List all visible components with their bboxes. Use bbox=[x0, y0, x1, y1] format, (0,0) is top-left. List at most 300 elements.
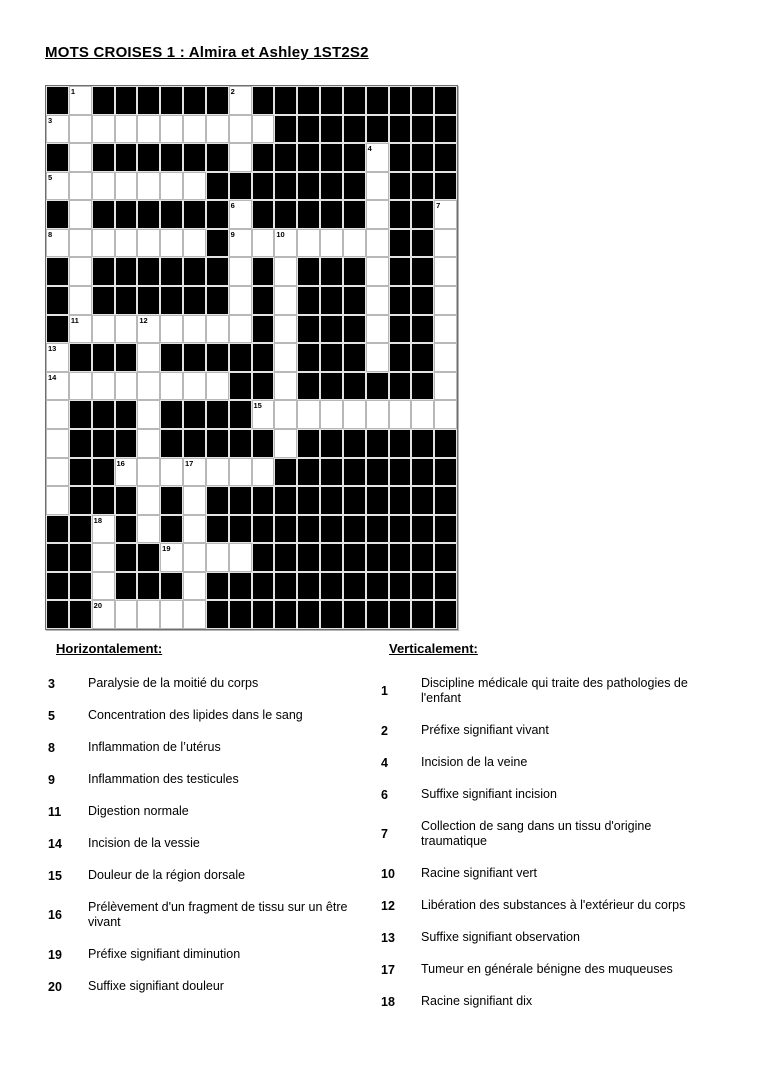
black-cell bbox=[411, 257, 434, 286]
answer-cell[interactable] bbox=[115, 315, 138, 344]
black-cell bbox=[297, 600, 320, 629]
black-cell bbox=[69, 572, 92, 601]
cell-number: 6 bbox=[230, 201, 235, 211]
answer-cell[interactable] bbox=[92, 515, 115, 544]
black-cell bbox=[252, 315, 275, 344]
black-cell bbox=[389, 172, 412, 201]
answer-cell[interactable] bbox=[160, 458, 183, 487]
answer-cell[interactable] bbox=[434, 400, 457, 429]
answer-cell[interactable] bbox=[252, 400, 275, 429]
black-cell bbox=[389, 372, 412, 401]
answer-cell[interactable] bbox=[137, 429, 160, 458]
black-cell bbox=[115, 515, 138, 544]
answer-cell[interactable] bbox=[183, 543, 206, 572]
answer-cell[interactable] bbox=[343, 229, 366, 258]
black-cell bbox=[206, 257, 229, 286]
black-cell bbox=[46, 315, 69, 344]
answer-cell[interactable] bbox=[46, 400, 69, 429]
black-cell bbox=[160, 286, 183, 315]
answer-cell[interactable] bbox=[229, 458, 252, 487]
black-cell bbox=[160, 429, 183, 458]
clue-number: 9 bbox=[48, 772, 55, 787]
black-cell bbox=[297, 143, 320, 172]
answer-cell[interactable] bbox=[183, 372, 206, 401]
clue-item bbox=[381, 723, 766, 738]
black-cell bbox=[411, 429, 434, 458]
black-cell bbox=[115, 86, 138, 115]
answer-cell[interactable] bbox=[434, 286, 457, 315]
answer-cell[interactable] bbox=[92, 572, 115, 601]
answer-cell[interactable] bbox=[183, 229, 206, 258]
black-cell bbox=[46, 143, 69, 172]
answer-cell[interactable] bbox=[137, 486, 160, 515]
answer-cell[interactable] bbox=[229, 315, 252, 344]
clue-text: Douleur de la région dorsale bbox=[88, 868, 246, 882]
black-cell bbox=[366, 486, 389, 515]
answer-cell[interactable] bbox=[46, 429, 69, 458]
black-cell bbox=[320, 372, 343, 401]
black-cell bbox=[320, 600, 343, 629]
answer-cell[interactable] bbox=[115, 229, 138, 258]
black-cell bbox=[434, 86, 457, 115]
answer-cell[interactable] bbox=[137, 515, 160, 544]
clue-item bbox=[48, 900, 378, 930]
answer-cell[interactable] bbox=[137, 400, 160, 429]
black-cell bbox=[320, 486, 343, 515]
across-clue-list bbox=[48, 676, 378, 994]
black-cell bbox=[115, 429, 138, 458]
answer-cell[interactable] bbox=[229, 115, 252, 144]
black-cell bbox=[389, 600, 412, 629]
answer-cell[interactable] bbox=[92, 372, 115, 401]
answer-cell[interactable] bbox=[92, 315, 115, 344]
black-cell bbox=[389, 200, 412, 229]
black-cell bbox=[343, 143, 366, 172]
clue-text: Inflammation de l’utérus bbox=[88, 740, 221, 754]
answer-cell[interactable] bbox=[46, 229, 69, 258]
black-cell bbox=[366, 458, 389, 487]
black-cell bbox=[160, 86, 183, 115]
answer-cell[interactable] bbox=[92, 115, 115, 144]
clue-number: 7 bbox=[381, 827, 388, 841]
clue-item bbox=[48, 836, 378, 851]
clue-item bbox=[381, 962, 766, 977]
answer-cell[interactable] bbox=[274, 229, 297, 258]
black-cell bbox=[411, 115, 434, 144]
black-cell bbox=[183, 400, 206, 429]
black-cell bbox=[69, 429, 92, 458]
answer-cell[interactable] bbox=[69, 143, 92, 172]
cell-number: 19 bbox=[162, 544, 171, 554]
answer-cell[interactable] bbox=[252, 229, 275, 258]
answer-cell[interactable] bbox=[434, 257, 457, 286]
black-cell bbox=[389, 257, 412, 286]
black-cell bbox=[115, 257, 138, 286]
answer-cell[interactable] bbox=[274, 400, 297, 429]
black-cell bbox=[411, 143, 434, 172]
answer-cell[interactable] bbox=[206, 372, 229, 401]
answer-cell[interactable] bbox=[297, 400, 320, 429]
black-cell bbox=[366, 115, 389, 144]
black-cell bbox=[92, 429, 115, 458]
answer-cell[interactable] bbox=[366, 172, 389, 201]
answer-cell[interactable] bbox=[206, 543, 229, 572]
black-cell bbox=[160, 572, 183, 601]
black-cell bbox=[366, 572, 389, 601]
black-cell bbox=[137, 572, 160, 601]
black-cell bbox=[343, 600, 366, 629]
clue-item bbox=[381, 787, 766, 802]
answer-cell[interactable] bbox=[252, 115, 275, 144]
black-cell bbox=[297, 257, 320, 286]
black-cell bbox=[274, 143, 297, 172]
black-cell bbox=[92, 257, 115, 286]
answer-cell[interactable] bbox=[46, 486, 69, 515]
black-cell bbox=[389, 315, 412, 344]
down-clue-list bbox=[381, 676, 766, 1009]
black-cell bbox=[252, 172, 275, 201]
answer-cell[interactable] bbox=[366, 229, 389, 258]
black-cell bbox=[434, 115, 457, 144]
answer-cell[interactable] bbox=[343, 400, 366, 429]
answer-cell[interactable] bbox=[229, 257, 252, 286]
cell-number: 13 bbox=[48, 344, 57, 354]
clue-item bbox=[48, 947, 378, 962]
black-cell bbox=[320, 343, 343, 372]
answer-cell[interactable] bbox=[69, 315, 92, 344]
answer-cell[interactable] bbox=[366, 286, 389, 315]
answer-cell[interactable] bbox=[115, 172, 138, 201]
answer-cell[interactable] bbox=[46, 115, 69, 144]
answer-cell[interactable] bbox=[229, 229, 252, 258]
clue-text: Racine signifiant dix bbox=[421, 994, 533, 1008]
clue-text: Incision de la vessie bbox=[88, 836, 200, 850]
answer-cell[interactable] bbox=[229, 86, 252, 115]
black-cell bbox=[411, 172, 434, 201]
answer-cell[interactable] bbox=[115, 372, 138, 401]
black-cell bbox=[46, 600, 69, 629]
answer-cell[interactable] bbox=[274, 343, 297, 372]
answer-cell[interactable] bbox=[183, 600, 206, 629]
answer-cell[interactable] bbox=[46, 458, 69, 487]
answer-cell[interactable] bbox=[366, 315, 389, 344]
black-cell bbox=[389, 229, 412, 258]
black-cell bbox=[46, 515, 69, 544]
black-cell bbox=[343, 458, 366, 487]
black-cell bbox=[69, 343, 92, 372]
answer-cell[interactable] bbox=[137, 600, 160, 629]
black-cell bbox=[229, 172, 252, 201]
black-cell bbox=[160, 400, 183, 429]
answer-cell[interactable] bbox=[366, 400, 389, 429]
answer-cell[interactable] bbox=[160, 543, 183, 572]
answer-cell[interactable] bbox=[434, 315, 457, 344]
black-cell bbox=[366, 86, 389, 115]
cell-number: 4 bbox=[367, 144, 372, 154]
clue-text: Discipline médicale qui traite des pathologies de l'enfant bbox=[421, 676, 688, 705]
clue-number: 14 bbox=[48, 836, 62, 851]
black-cell bbox=[115, 572, 138, 601]
black-cell bbox=[183, 257, 206, 286]
answer-cell[interactable] bbox=[69, 286, 92, 315]
black-cell bbox=[69, 543, 92, 572]
answer-cell[interactable] bbox=[252, 458, 275, 487]
answer-cell[interactable] bbox=[69, 372, 92, 401]
black-cell bbox=[366, 372, 389, 401]
black-cell bbox=[46, 257, 69, 286]
clue-number: 4 bbox=[381, 755, 388, 770]
black-cell bbox=[252, 543, 275, 572]
black-cell bbox=[69, 400, 92, 429]
black-cell bbox=[389, 286, 412, 315]
black-cell bbox=[320, 172, 343, 201]
answer-cell[interactable] bbox=[92, 172, 115, 201]
answer-cell[interactable] bbox=[46, 343, 69, 372]
answer-cell[interactable] bbox=[92, 543, 115, 572]
answer-cell[interactable] bbox=[137, 172, 160, 201]
answer-cell[interactable] bbox=[434, 372, 457, 401]
clue-item bbox=[381, 819, 766, 849]
across-heading: Horizontalement: bbox=[56, 641, 163, 656]
clue-text: Paralysie de la moitié du corps bbox=[88, 676, 259, 690]
black-cell bbox=[320, 515, 343, 544]
black-cell bbox=[297, 486, 320, 515]
black-cell bbox=[297, 572, 320, 601]
black-cell bbox=[206, 600, 229, 629]
clue-number: 20 bbox=[48, 979, 62, 994]
black-cell bbox=[411, 600, 434, 629]
answer-cell[interactable] bbox=[137, 115, 160, 144]
answer-cell[interactable] bbox=[206, 315, 229, 344]
black-cell bbox=[297, 86, 320, 115]
clue-number: 19 bbox=[48, 947, 62, 962]
black-cell bbox=[137, 143, 160, 172]
black-cell bbox=[366, 600, 389, 629]
answer-cell[interactable] bbox=[69, 257, 92, 286]
answer-cell[interactable] bbox=[69, 86, 92, 115]
cell-number: 12 bbox=[139, 315, 148, 325]
black-cell bbox=[274, 600, 297, 629]
answer-cell[interactable] bbox=[115, 600, 138, 629]
black-cell bbox=[229, 429, 252, 458]
black-cell bbox=[92, 286, 115, 315]
black-cell bbox=[343, 257, 366, 286]
black-cell bbox=[274, 543, 297, 572]
black-cell bbox=[411, 543, 434, 572]
black-cell bbox=[389, 572, 412, 601]
answer-cell[interactable] bbox=[274, 286, 297, 315]
answer-cell[interactable] bbox=[274, 372, 297, 401]
answer-cell[interactable] bbox=[92, 229, 115, 258]
black-cell bbox=[274, 486, 297, 515]
black-cell bbox=[320, 458, 343, 487]
clue-number: 3 bbox=[48, 676, 55, 691]
answer-cell[interactable] bbox=[183, 458, 206, 487]
answer-cell[interactable] bbox=[274, 429, 297, 458]
clue-text: Tumeur en générale bénigne des muqueuses bbox=[421, 962, 673, 976]
answer-cell[interactable] bbox=[115, 458, 138, 487]
answer-cell[interactable] bbox=[69, 200, 92, 229]
black-cell bbox=[343, 200, 366, 229]
answer-cell[interactable] bbox=[137, 315, 160, 344]
answer-cell[interactable] bbox=[274, 257, 297, 286]
answer-cell[interactable] bbox=[137, 229, 160, 258]
answer-cell[interactable] bbox=[183, 172, 206, 201]
black-cell bbox=[434, 172, 457, 201]
answer-cell[interactable] bbox=[206, 115, 229, 144]
answer-cell[interactable] bbox=[320, 400, 343, 429]
black-cell bbox=[229, 400, 252, 429]
black-cell bbox=[274, 572, 297, 601]
answer-cell[interactable] bbox=[115, 115, 138, 144]
clue-item bbox=[48, 708, 378, 723]
black-cell bbox=[252, 515, 275, 544]
answer-cell[interactable] bbox=[434, 200, 457, 229]
answer-cell[interactable] bbox=[320, 229, 343, 258]
black-cell bbox=[206, 143, 229, 172]
answer-cell[interactable] bbox=[366, 257, 389, 286]
answer-cell[interactable] bbox=[229, 543, 252, 572]
black-cell bbox=[206, 229, 229, 258]
clue-number: 8 bbox=[48, 740, 55, 755]
black-cell bbox=[389, 115, 412, 144]
black-cell bbox=[343, 429, 366, 458]
answer-cell[interactable] bbox=[160, 172, 183, 201]
black-cell bbox=[229, 572, 252, 601]
black-cell bbox=[297, 458, 320, 487]
clue-text: Préfixe signifiant vivant bbox=[421, 723, 549, 737]
black-cell bbox=[434, 143, 457, 172]
answer-cell[interactable] bbox=[137, 343, 160, 372]
answer-cell[interactable] bbox=[183, 572, 206, 601]
answer-cell[interactable] bbox=[92, 600, 115, 629]
cell-number: 14 bbox=[48, 372, 57, 382]
answer-cell[interactable] bbox=[69, 115, 92, 144]
black-cell bbox=[297, 372, 320, 401]
black-cell bbox=[389, 429, 412, 458]
black-cell bbox=[206, 400, 229, 429]
black-cell bbox=[229, 486, 252, 515]
black-cell bbox=[69, 486, 92, 515]
answer-cell[interactable] bbox=[411, 400, 434, 429]
answer-cell[interactable] bbox=[183, 486, 206, 515]
answer-cell[interactable] bbox=[46, 172, 69, 201]
black-cell bbox=[297, 515, 320, 544]
black-cell bbox=[183, 86, 206, 115]
answer-cell[interactable] bbox=[160, 229, 183, 258]
clue-item bbox=[381, 930, 766, 945]
cell-number: 20 bbox=[93, 601, 102, 611]
black-cell bbox=[274, 458, 297, 487]
answer-cell[interactable] bbox=[229, 200, 252, 229]
black-cell bbox=[160, 486, 183, 515]
black-cell bbox=[343, 86, 366, 115]
answer-cell[interactable] bbox=[137, 372, 160, 401]
black-cell bbox=[411, 486, 434, 515]
black-cell bbox=[320, 86, 343, 115]
black-cell bbox=[411, 200, 434, 229]
answer-cell[interactable] bbox=[46, 372, 69, 401]
black-cell bbox=[434, 515, 457, 544]
black-cell bbox=[320, 257, 343, 286]
black-cell bbox=[297, 286, 320, 315]
clue-number: 1 bbox=[381, 684, 388, 698]
black-cell bbox=[137, 200, 160, 229]
black-cell bbox=[115, 400, 138, 429]
cell-number: 16 bbox=[116, 458, 125, 468]
black-cell bbox=[434, 600, 457, 629]
black-cell bbox=[274, 200, 297, 229]
answer-cell[interactable] bbox=[366, 343, 389, 372]
black-cell bbox=[320, 143, 343, 172]
black-cell bbox=[320, 200, 343, 229]
answer-cell[interactable] bbox=[160, 600, 183, 629]
black-cell bbox=[434, 486, 457, 515]
across-section bbox=[48, 641, 378, 1011]
black-cell bbox=[411, 315, 434, 344]
answer-cell[interactable] bbox=[229, 143, 252, 172]
black-cell bbox=[46, 286, 69, 315]
black-cell bbox=[389, 343, 412, 372]
black-cell bbox=[389, 458, 412, 487]
answer-cell[interactable] bbox=[206, 458, 229, 487]
clue-item bbox=[381, 676, 766, 706]
black-cell bbox=[320, 543, 343, 572]
answer-cell[interactable] bbox=[160, 115, 183, 144]
black-cell bbox=[343, 372, 366, 401]
answer-cell[interactable] bbox=[137, 458, 160, 487]
cell-number: 8 bbox=[48, 229, 53, 239]
black-cell bbox=[160, 200, 183, 229]
black-cell bbox=[297, 429, 320, 458]
cell-number: 2 bbox=[230, 87, 235, 96]
answer-cell[interactable] bbox=[160, 372, 183, 401]
black-cell bbox=[160, 343, 183, 372]
answer-cell[interactable] bbox=[183, 315, 206, 344]
answer-cell[interactable] bbox=[183, 515, 206, 544]
black-cell bbox=[343, 315, 366, 344]
answer-cell[interactable] bbox=[274, 315, 297, 344]
answer-cell[interactable] bbox=[69, 172, 92, 201]
black-cell bbox=[274, 115, 297, 144]
answer-cell[interactable] bbox=[434, 343, 457, 372]
clue-number: 16 bbox=[48, 908, 62, 922]
black-cell bbox=[274, 172, 297, 201]
black-cell bbox=[206, 86, 229, 115]
answer-cell[interactable] bbox=[297, 229, 320, 258]
answer-cell[interactable] bbox=[69, 229, 92, 258]
clue-item bbox=[381, 898, 766, 913]
answer-cell[interactable] bbox=[366, 200, 389, 229]
answer-cell[interactable] bbox=[434, 229, 457, 258]
black-cell bbox=[183, 343, 206, 372]
black-cell bbox=[252, 372, 275, 401]
black-cell bbox=[183, 200, 206, 229]
answer-cell[interactable] bbox=[160, 315, 183, 344]
black-cell bbox=[69, 600, 92, 629]
answer-cell[interactable] bbox=[366, 143, 389, 172]
down-section bbox=[381, 641, 766, 1026]
answer-cell[interactable] bbox=[229, 286, 252, 315]
answer-cell[interactable] bbox=[389, 400, 412, 429]
black-cell bbox=[206, 429, 229, 458]
cell-number: 5 bbox=[48, 172, 53, 182]
black-cell bbox=[343, 486, 366, 515]
black-cell bbox=[183, 429, 206, 458]
answer-cell[interactable] bbox=[183, 115, 206, 144]
black-cell bbox=[252, 200, 275, 229]
black-cell bbox=[366, 515, 389, 544]
